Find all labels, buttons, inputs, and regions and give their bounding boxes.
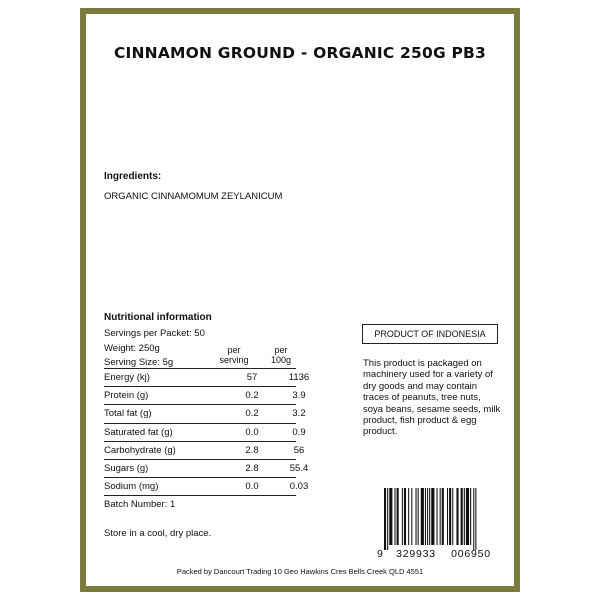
barcode-bar — [449, 488, 451, 545]
barcode — [376, 484, 504, 560]
barcode-bar — [416, 488, 417, 545]
barcode-left-digits: 329933 — [396, 548, 436, 560]
nutrient-name: Sugars (g) — [104, 462, 149, 474]
barcode-bar — [431, 488, 434, 545]
nutrient-name: Total fat (g) — [104, 408, 152, 420]
packer-address: Packed by Dancourt Trading 10 Geo Hawkins Cres Bells Creek QLD 4551 — [176, 567, 424, 576]
servings-label: Servings per Packet: — [104, 328, 192, 339]
table-row — [104, 405, 306, 423]
batch-number: Batch Number: 1 — [104, 499, 176, 510]
per-100g-value: 56 — [293, 444, 305, 456]
barcode-bar — [437, 488, 438, 545]
storage-instructions: Store in a cool, dry place. — [104, 528, 212, 539]
barcode-bar — [447, 488, 448, 545]
barcode-bar — [470, 488, 471, 545]
nutrient-name: Sodium (mg) — [104, 481, 159, 493]
barcode-bar — [387, 488, 388, 550]
country-of-origin-box: PRODUCT OF INDONESIA — [362, 324, 498, 344]
barcode-bar — [475, 488, 476, 550]
barcode-right-digits: 006950 — [451, 548, 491, 560]
col-100g-line1: per — [274, 345, 288, 355]
barcode-bar — [464, 488, 465, 545]
per-100g-value: 55.4 — [289, 462, 309, 474]
per-serving-value: 2.8 — [245, 444, 259, 456]
col-100g-line2: 100g — [270, 355, 292, 365]
table-row — [104, 424, 306, 442]
barcode-bar — [425, 488, 426, 545]
barcode-bar — [408, 488, 409, 545]
per-serving-value: 0.2 — [245, 408, 259, 420]
servings-value: 50 — [194, 328, 205, 339]
barcode-bars — [384, 488, 476, 550]
per-100g-value: 3.2 — [292, 408, 306, 420]
serving-size: Serving Size: 5g — [104, 357, 174, 368]
column-header-per-serving — [206, 345, 262, 365]
barcode-bar — [452, 488, 453, 545]
per-100g-value: 0.03 — [289, 481, 309, 493]
barcode-bar — [389, 488, 392, 545]
col-serving-line2: serving — [219, 355, 249, 365]
table-row — [104, 442, 305, 460]
barcode-bar — [402, 488, 403, 545]
allergen-statement: This product is packaged on machinery used for a variety of dry goods and may contain traces of peanuts, tree nuts, soya beans, sesame seeds, milk product, fish product & egg product. — [363, 358, 501, 438]
barcode-bar — [395, 488, 396, 545]
barcode-bar — [466, 488, 469, 545]
table-row — [104, 387, 306, 405]
per-100g-value: 1136 — [288, 372, 310, 383]
barcode-bar — [461, 488, 463, 545]
per-100g-value: 3.9 — [292, 390, 306, 402]
nutrient-name: Carbohydrate (g) — [104, 444, 176, 456]
barcode-bar — [427, 488, 428, 545]
table-row — [104, 460, 309, 478]
table-row — [104, 478, 309, 496]
per-100g-value: 0.9 — [292, 426, 306, 438]
barcode-bar — [418, 488, 419, 545]
barcode-bar — [473, 488, 474, 550]
ingredients-heading: Ingredients: — [104, 171, 162, 182]
barcode-bar — [440, 488, 441, 545]
barcode-first-digit: 9 — [377, 548, 383, 560]
nutrient-name: Saturated fat (g) — [104, 426, 173, 438]
table-row — [104, 369, 310, 387]
per-serving-value: 0.0 — [245, 426, 259, 438]
nutrient-name: Protein (g) — [104, 390, 149, 402]
nutrition-table — [104, 368, 310, 496]
column-header-per-100g — [261, 345, 301, 365]
per-serving-value: 57 — [246, 372, 258, 383]
barcode-bar — [404, 488, 406, 545]
barcode-bar — [411, 488, 412, 545]
per-serving-value: 0.0 — [245, 481, 259, 493]
barcode-bar — [429, 488, 430, 545]
ingredients-text: ORGANIC CINNAMOMUM ZEYLANICUM — [104, 191, 283, 202]
product-title: CINNAMON GROUND - ORGANIC 250G PB3 — [113, 44, 487, 62]
product-label — [80, 8, 520, 592]
barcode-bar — [442, 488, 444, 545]
servings-per-packet — [104, 328, 205, 339]
per-serving-value: 2.8 — [245, 462, 259, 474]
nutrient-name: Energy (kj) — [104, 372, 150, 383]
per-serving-value: 0.2 — [245, 390, 259, 402]
net-weight: Weight: 250g — [104, 343, 160, 354]
barcode-bar — [456, 488, 458, 545]
barcode-bar — [421, 488, 424, 545]
barcode-bar — [384, 488, 386, 550]
barcode-bar — [397, 488, 399, 545]
col-serving-line1: per — [227, 345, 241, 355]
nutrition-heading: Nutritional information — [104, 312, 212, 323]
